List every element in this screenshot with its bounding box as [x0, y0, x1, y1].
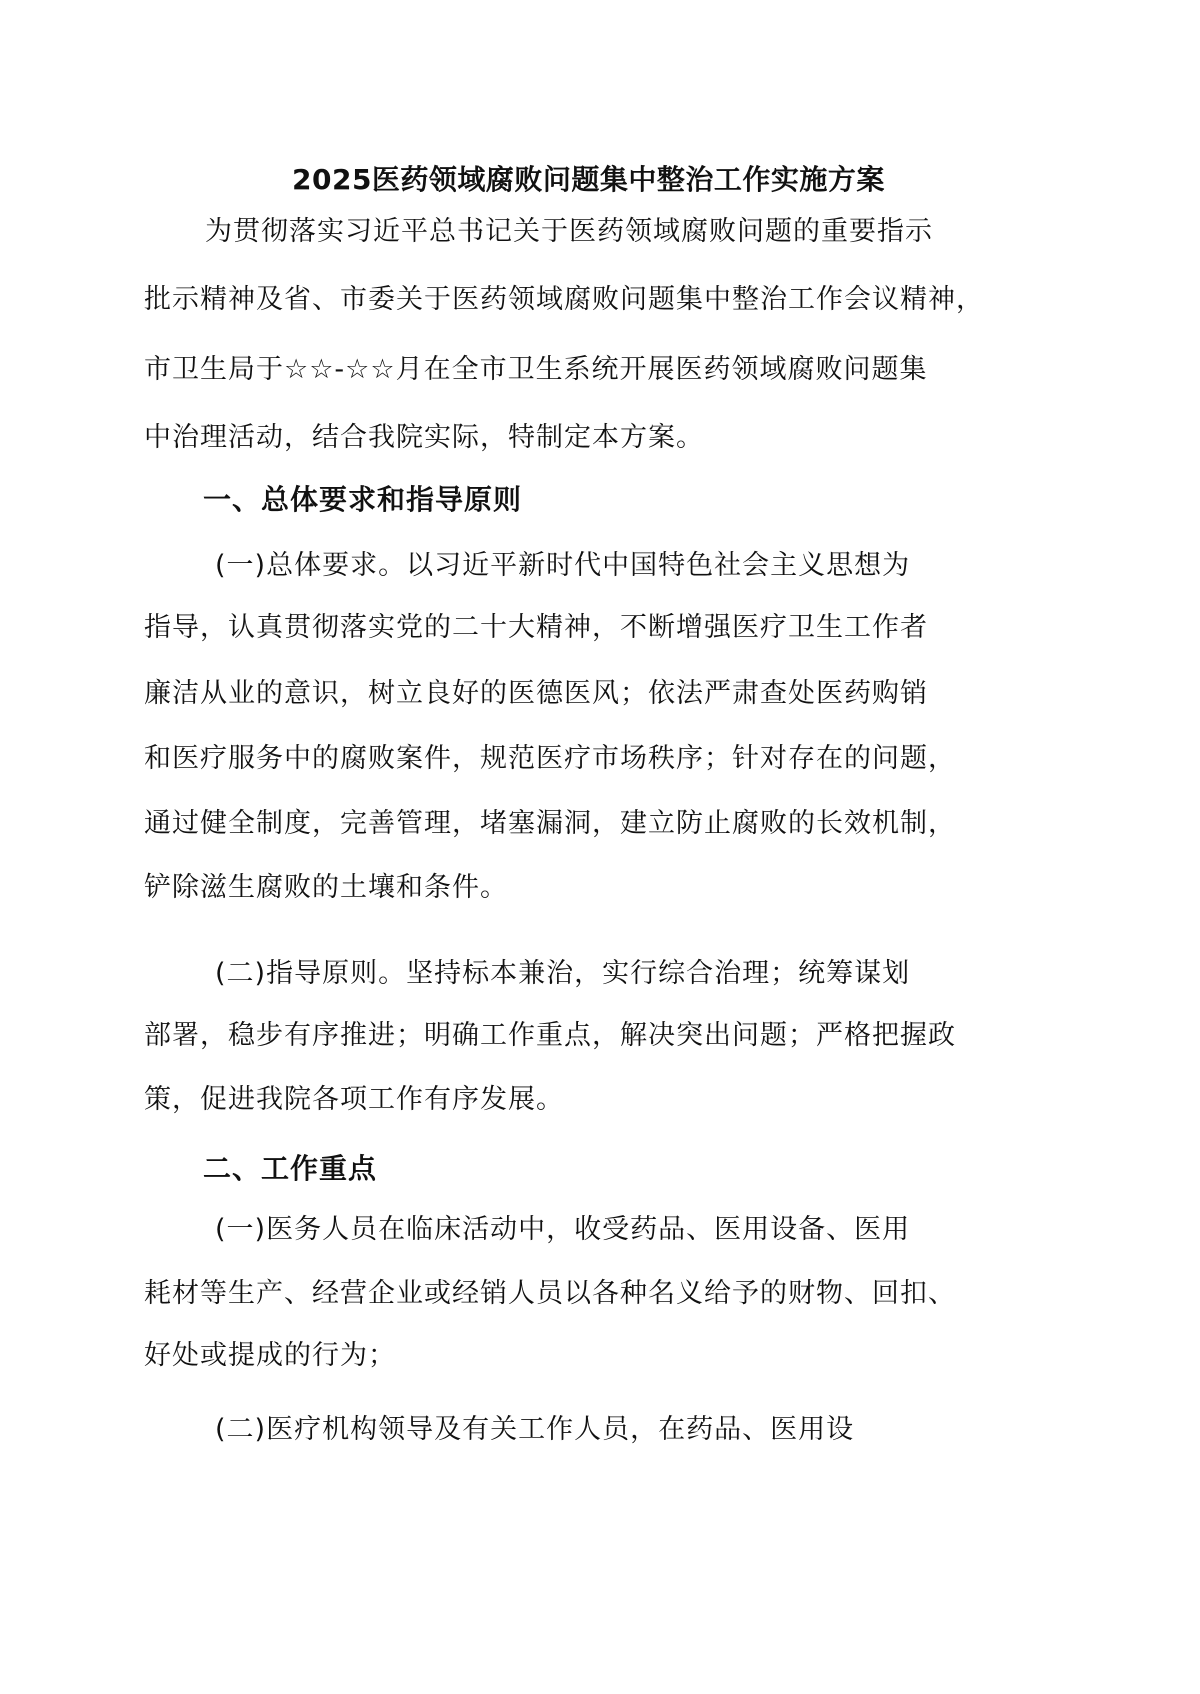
section-1-para-1-line-3: 廉洁从业的意识，树立良好的医德医风；依法严肃查处医药购销	[144, 678, 928, 709]
section-2-para-2-line-1: (二)医疗机构领导及有关工作人员，在药品、医用设	[215, 1414, 855, 1445]
document-title: 2025医药领域腐败问题集中整治工作实施方案	[292, 163, 885, 196]
intro-line-1: 为贯彻落实习近平总书记关于医药领域腐败问题的重要指示	[205, 216, 933, 247]
section-1-para-1-line-1: (一)总体要求。以习近平新时代中国特色社会主义思想为	[215, 550, 911, 581]
section-2-para-1-line-3: 好处或提成的行为；	[144, 1340, 396, 1371]
section-1-para-2-line-3: 策，促进我院各项工作有序发展。	[144, 1084, 564, 1115]
section-1-para-1-line-2: 指导，认真贯彻落实党的二十大精神，不断增强医疗卫生工作者	[144, 612, 928, 643]
section-1-para-2-line-2: 部署，稳步有序推进；明确工作重点，解决突出问题；严格把握政	[144, 1020, 956, 1051]
section-1-para-1-line-6: 铲除滋生腐败的土壤和条件。	[144, 872, 508, 903]
intro-line-4: 中治理活动，结合我院实际，特制定本方案。	[144, 422, 704, 453]
section-2-para-1-line-2: 耗材等生产、经营企业或经销人员以各种名义给予的财物、回扣、	[144, 1278, 956, 1309]
section-1-heading: 一、总体要求和指导原则	[203, 483, 523, 516]
section-2-heading: 二、工作重点	[203, 1152, 378, 1185]
section-1-para-1-line-5: 通过健全制度，完善管理，堵塞漏洞，建立防止腐败的长效机制，	[144, 808, 956, 839]
section-2-para-1-line-1: (一)医务人员在临床活动中，收受药品、医用设备、医用	[215, 1214, 911, 1245]
section-1-para-1-line-4: 和医疗服务中的腐败案件，规范医疗市场秩序；针对存在的问题，	[144, 743, 956, 774]
intro-line-2: 批示精神及省、市委关于医药领域腐败问题集中整治工作会议精神，	[144, 284, 984, 315]
intro-line-3: 市卫生局于☆☆-☆☆月在全市卫生系统开展医药领域腐败问题集	[144, 354, 928, 385]
section-1-para-2-line-1: (二)指导原则。坚持标本兼治，实行综合治理；统筹谋划	[215, 958, 911, 989]
